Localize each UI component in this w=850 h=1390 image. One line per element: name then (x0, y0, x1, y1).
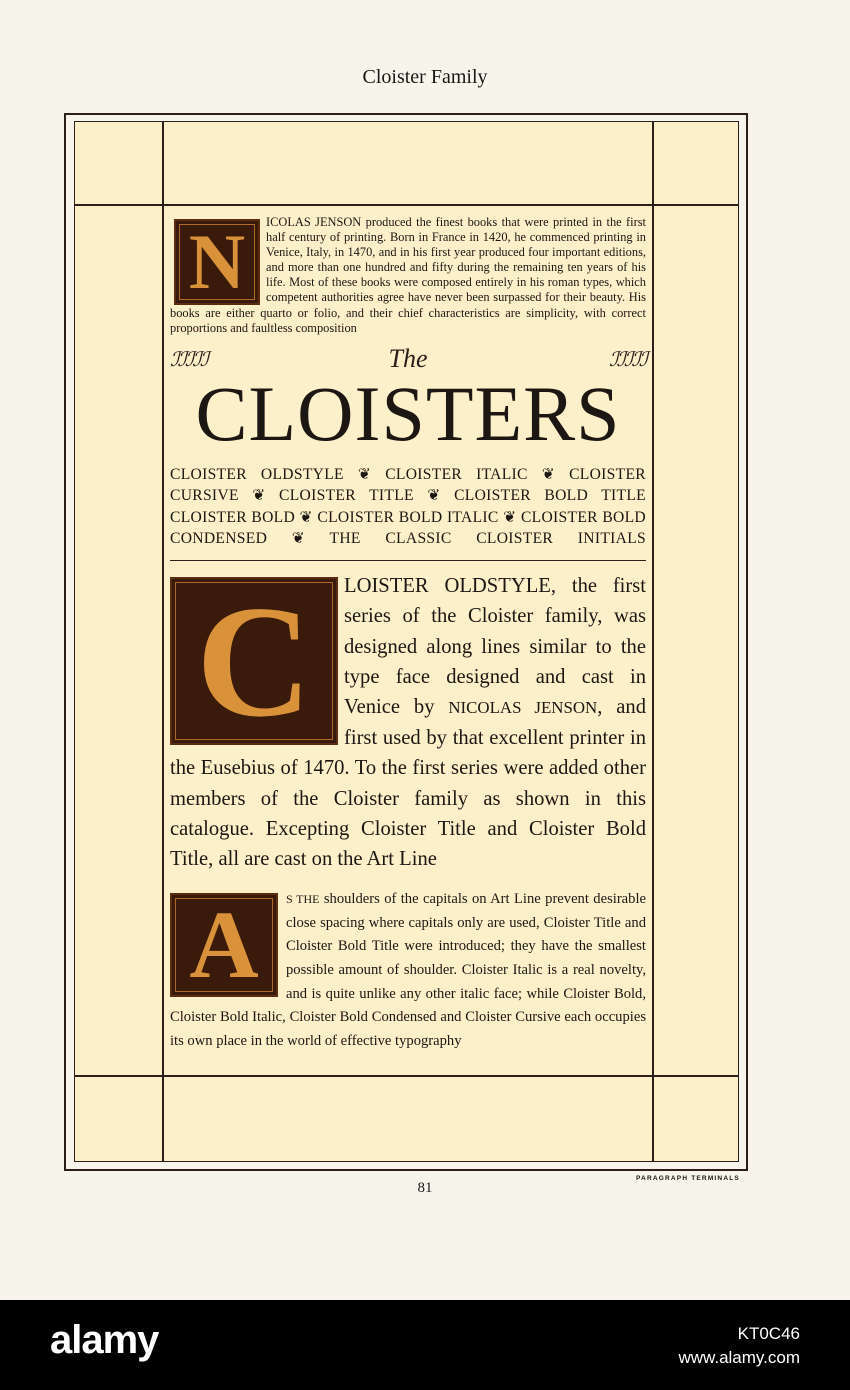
intro-text: ICOLAS JENSON produced the finest books that were printed in the first half century of printing. Born in France in 1420, he commenced printing in Venice, Italy, in 1470, and in his first year produced four important editions, and more than one hundred and fifty during the remaining ten years of his life. Most of these books were composed entirely in his roman types, which competent authorities agree have never been surpassed for their beauty. His books are either quarto or folio, and their chief characteristics are simplicity, with correct proportions and faultless composition (170, 215, 646, 335)
swash-ornament-left: ℐℐℐℐℐ (170, 346, 207, 371)
oldstyle-text-2: , and first used by that excellent printer in the Eusebius of 1470. To the first series were added other members of the Cloister family as shown in this catalogue. Excepting Cloister Title and Cloister Bold Title, all are cast on the Art Line (170, 696, 646, 871)
shoulders-lead: S THE (286, 892, 320, 907)
shoulders-paragraph (170, 888, 646, 1053)
oldstyle-lead: LOISTER OLDSTYLE (344, 575, 551, 598)
frame-bottom-row-line (74, 1075, 739, 1077)
oldstyle-paragraph (170, 571, 646, 874)
intro-paragraph (170, 215, 646, 336)
initial-c-ornament: C (170, 577, 338, 745)
main-title: CLOISTERS (195, 369, 621, 457)
jenson-name: NICOLAS JENSON (448, 698, 598, 718)
frame-right-column-line (652, 121, 654, 1162)
oldstyle-text-1: , the first series of the Cloister family, was designed along lines similar to the type face designed and cast in Venice by (344, 575, 646, 719)
title-ornament-row (170, 343, 646, 373)
title-the: The (388, 343, 428, 373)
paragraph-terminals-label: PARAGRAPH TERMINALS (636, 1175, 740, 1182)
site-url: www.alamy.com (678, 1348, 800, 1367)
frame-left-column-line (162, 121, 164, 1162)
running-head: Cloister Family (362, 66, 488, 88)
image-id: KT0C46 (737, 1324, 800, 1343)
text-block (170, 215, 646, 1053)
alamy-logo: alamy (50, 1318, 159, 1362)
initial-a-ornament: A (170, 893, 278, 997)
image-id-block (678, 1322, 800, 1370)
page-number: 81 (417, 1180, 433, 1196)
swash-ornament-right: ℐℐℐℐℐ (609, 346, 646, 371)
initial-n-ornament: N (174, 219, 260, 305)
series-list: CLOISTER OLDSTYLE ❦ CLOISTER ITALIC ❦ CLOISTER CURSIVE ❦ CLOISTER TITLE ❦ CLOISTER BOLD TITLE CLOISTER BOLD ❦ CLOISTER BOLD ITALIC ❦ CLOISTER BOLD CONDENSED ❦ THE CLASSIC CLOISTER INITIALS (170, 465, 646, 548)
shoulders-text: shoulders of the capitals on Art Line prevent desirable close spacing where capitals only are used, Cloister Title and Cloister Bold Title were introduced; they have the smallest possible amount of shoulder. Cloister Italic is a real novelty, and is quite unlike any other italic face; while Cloister Bold, Cloister Bold Italic, Cloister Bold Condensed and Cloister Cursive each occupies its own place in the world of effective typography (170, 891, 646, 1049)
section-rule (170, 560, 646, 562)
frame-top-row-line (74, 204, 739, 206)
